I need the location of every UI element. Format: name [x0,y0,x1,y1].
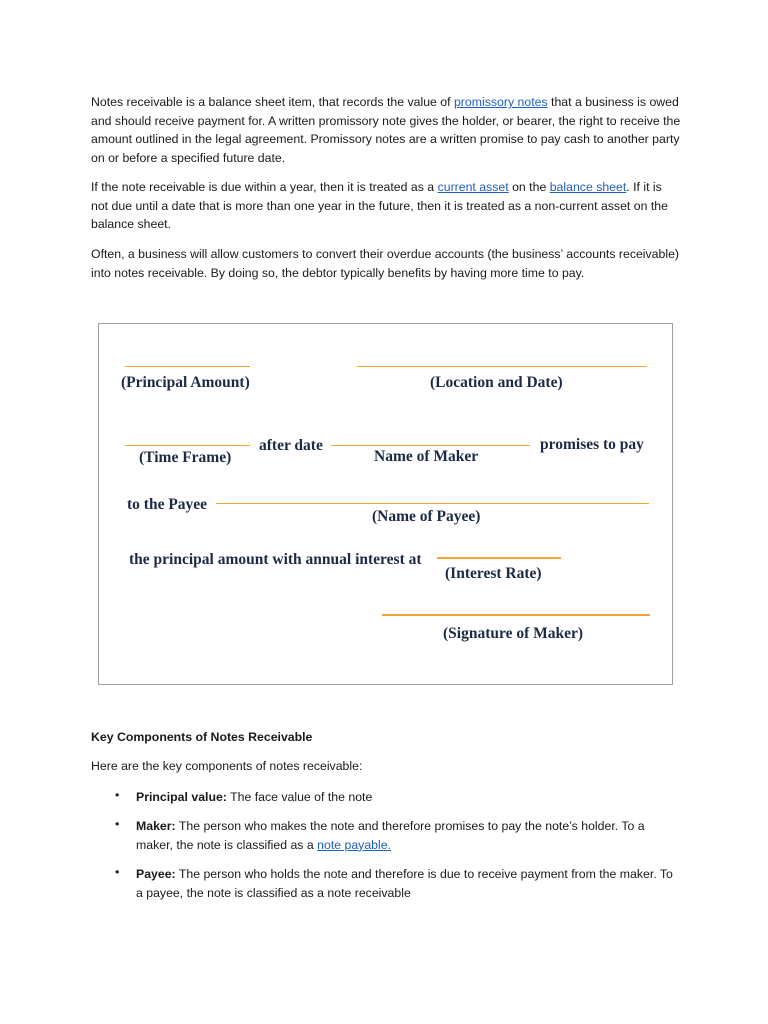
paragraph-text: on the [508,180,550,194]
link-current-asset[interactable]: current asset [437,180,509,194]
term-description: The face value of the note [226,790,373,804]
link-balance-sheet[interactable]: balance sheet [549,180,627,194]
principal-interest-text: the principal amount with annual interest at [129,551,422,568]
location-date-line [357,366,647,367]
interest-rate-label: (Interest Rate) [445,565,542,582]
paragraph-text: Notes receivable is a balance sheet item, that records the value of [91,95,454,109]
promises-to-pay-text: promises to pay [540,436,644,453]
after-date-text: after date [259,437,323,454]
bullet-icon: • [115,788,120,802]
paragraph-text: If the note receivable is due within a year, then it is treated as a [91,180,438,194]
paragraph-text: . If it is not due until a date that is more than one year in the future, then it is treated as a non-current asset on the balance sheet. [91,180,668,232]
bullet-icon: • [115,817,120,831]
maker-line [331,445,530,446]
payee-line [216,503,649,504]
principal-amount-line [125,366,250,367]
time-frame-label: (Time Frame) [139,449,232,466]
link-note-payable[interactable]: note payable. [317,837,391,852]
link-promissory-notes[interactable]: promissory notes [453,95,548,109]
name-of-maker-label: Name of Maker [374,448,479,465]
list-item-text [136,865,681,902]
list-item-text [136,817,681,854]
section-intro: Here are the key components of notes receivable: [91,759,363,773]
paragraph-current-asset [91,178,681,234]
term-payee: Payee: [136,867,176,881]
paragraph-notes-definition [91,93,681,168]
paragraph-text: that a business is owed and should receive payment for. A written promissory note gives the holder, or bearer, the right to receive the amount outlined in the legal agreement. Promissory notes are a written promise to pay cash to another party on or before a specified future date. [91,95,681,166]
time-frame-line [125,445,250,446]
location-date-label: (Location and Date) [430,374,563,391]
signature-line [382,614,650,616]
signature-label: (Signature of Maker) [443,625,584,642]
term-description: The person who makes the note and therefore promises to pay the note’s holder. To a maker, the note is classified as a [136,819,645,852]
section-heading: Key Components of Notes Receivable [91,730,313,744]
to-the-payee-text: to the Payee [127,496,208,513]
term-principal-value: Principal value: [136,790,227,804]
term-description: The person who holds the note and therefore is due to receive payment from the maker. To a payee, the note is classified as a note receivable [136,867,673,900]
bullet-icon: • [115,865,120,879]
principal-amount-label: (Principal Amount) [121,374,250,391]
paragraph-overdue-accounts: Often, a business will allow customers to convert their overdue accounts (the business’ accounts receivable) into notes receivable. By doing so, the debtor typically benefits by having more time to pay. [91,247,680,280]
interest-rate-line [437,557,561,559]
term-maker: Maker: [136,819,176,833]
promissory-note-form [98,323,673,685]
name-of-payee-label: (Name of Payee) [372,508,481,525]
list-item-text [136,788,681,807]
